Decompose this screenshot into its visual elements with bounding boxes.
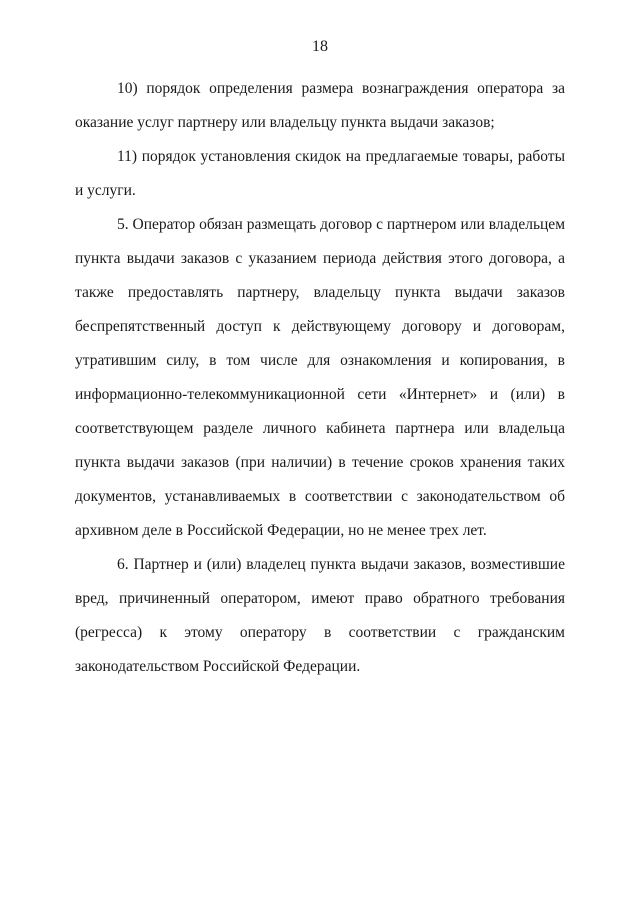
paragraph-item-10: 10) порядок определения размера вознаграждения оператора за оказание услуг партнеру или владельцу пункта выдачи заказов; — [75, 80, 565, 131]
paragraph-clause-5: 5. Оператор обязан размещать договор с партнером или владельцем пункта выдачи заказов с указанием периода действия этого договора, а также предоставлять партнеру, владельцу пункта выдачи заказов беспрепятственный доступ к действующему договору и договорам, утратившим силу, в том числе для ознакомления и копирования, в информационно-телекоммуникационной сети «Интернет» и (или) в соответствующем разделе личного кабинета партнера или владельца пункта выдачи заказов (при наличии) в течение сроков хранения таких документов, устанавливаемых в соответствии с законодательством об архивном деле в Российской Федерации, но не менее трех лет. — [75, 216, 565, 539]
document-body — [75, 72, 565, 684]
paragraph-item-11: 11) порядок установления скидок на предлагаемые товары, работы и услуги. — [75, 148, 565, 199]
paragraph-clause-6: 6. Партнер и (или) владелец пункта выдачи заказов, возместившие вред, причиненный оператором, имеют право обратного требования (регресса) к этому оператору в соответствии с гражданским законодательством Российской Федерации. — [75, 556, 565, 675]
page-number: 18 — [312, 38, 328, 55]
